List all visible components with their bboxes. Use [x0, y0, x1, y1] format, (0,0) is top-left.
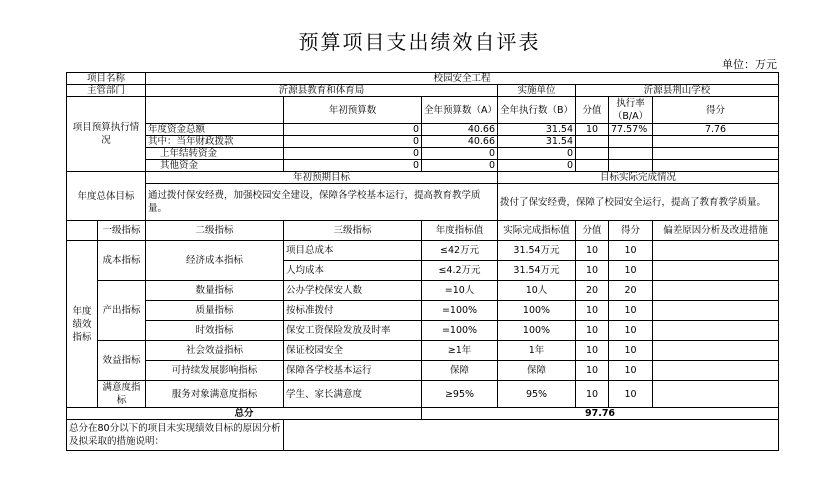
indicator-actual: 31.54万元 — [498, 241, 576, 261]
indicator-row — [67, 281, 779, 301]
indicator-level3: 人均成本 — [284, 261, 422, 281]
indicator-actual: 95% — [498, 381, 576, 408]
budget-row-score-value — [576, 160, 609, 172]
self-evaluation-table — [66, 72, 779, 451]
indicator-actual: 保障 — [498, 361, 576, 381]
goals-actual-text: 拨付了保安经费，保障了校园安全运行，提高了教育教学质量。 — [498, 184, 779, 221]
indicator-score: 10 — [609, 341, 653, 361]
budget-header-row — [67, 97, 779, 124]
budget-header-blank — [146, 97, 284, 124]
footer-row — [67, 420, 779, 451]
indicator-score: 10 — [609, 381, 653, 408]
unit-label: 单位：万元 — [722, 58, 777, 71]
budget-row-init: 0 — [284, 160, 422, 172]
indicator-target: ≥95% — [422, 381, 498, 408]
indicator-deviation — [653, 381, 779, 408]
indicator-actual: 1年 — [498, 341, 576, 361]
indicator-header-row — [67, 221, 779, 241]
goals-content-row — [67, 184, 779, 221]
indicator-score: 10 — [609, 301, 653, 321]
budget-row-label: 其他资金 — [146, 160, 284, 172]
indicator-row — [67, 341, 779, 361]
indicator-target: =100% — [422, 321, 498, 341]
budget-row-annual: 0 — [422, 148, 498, 160]
indicator-actual: 100% — [498, 321, 576, 341]
indicator-level3: 按标准拨付 — [284, 301, 422, 321]
indicator-score: 10 — [609, 241, 653, 261]
budget-row-label: 上年结转资金 — [146, 148, 284, 160]
indicator-level3: 项目总成本 — [284, 241, 422, 261]
budget-row-label: 其中：当年财政拨款 — [146, 136, 284, 148]
indicator-value: 10 — [576, 341, 609, 361]
group-output: 产出指标 — [98, 281, 146, 341]
indicator-deviation — [653, 361, 779, 381]
budget-section-label: 项目预算执行情况 — [67, 97, 146, 172]
header-level1: 一级指标 — [98, 221, 146, 241]
indicator-value: 10 — [576, 361, 609, 381]
budget-row-rate — [609, 148, 653, 160]
dept-value: 沂源县教育和体育局 — [146, 85, 498, 97]
header-deviation: 偏差原因分析及改进措施 — [653, 221, 779, 241]
budget-row-score — [653, 148, 779, 160]
header-score: 得分 — [653, 97, 779, 124]
project-name-value: 校园安全工程 — [146, 73, 779, 85]
budget-row-score — [653, 136, 779, 148]
goals-actual-label: 目标实际完成情况 — [498, 172, 779, 184]
header-level2: 二级指标 — [146, 221, 284, 241]
indicator-actual: 31.54万元 — [498, 261, 576, 281]
budget-row — [67, 124, 779, 136]
budget-row-exec: 0 — [498, 148, 576, 160]
project-row — [67, 73, 779, 85]
indicator-value: 10 — [576, 241, 609, 261]
indicator-level2: 质量指标 — [146, 301, 284, 321]
indicator-target: ≤42万元 — [422, 241, 498, 261]
dept-row — [67, 85, 779, 97]
indicator-score: 10 — [609, 321, 653, 341]
indicator-deviation — [653, 281, 779, 301]
indicator-level2: 数量指标 — [146, 281, 284, 301]
header-annual-budget: 全年预算数（A） — [422, 97, 498, 124]
budget-row — [67, 148, 779, 160]
total-label: 总分 — [67, 408, 422, 420]
budget-row-init: 0 — [284, 136, 422, 148]
impl-unit-value: 沂源县荆山学校 — [576, 85, 779, 97]
budget-row-exec: 31.54 — [498, 124, 576, 136]
budget-row-annual: 40.66 — [422, 124, 498, 136]
footer-content — [284, 420, 779, 451]
indicator-score: 10 — [609, 361, 653, 381]
indicator-row — [67, 381, 779, 408]
budget-row-score-value — [576, 148, 609, 160]
goals-section-label: 年度总体目标 — [67, 172, 146, 221]
indicator-target: ≤4.2万元 — [422, 261, 498, 281]
indicator-level2: 时效指标 — [146, 321, 284, 341]
indicator-value: 10 — [576, 261, 609, 281]
group-satisfaction: 满意度指标 — [98, 381, 146, 408]
page-title: 预算项目支出绩效自评表 — [298, 30, 541, 54]
indicator-target: ≥1年 — [422, 341, 498, 361]
indicator-level2: 社会效益指标 — [146, 341, 284, 361]
header-target: 年度指标值 — [422, 221, 498, 241]
header-level3: 三级指标 — [284, 221, 422, 241]
indicator-deviation — [653, 301, 779, 321]
budget-row-rate: 77.57% — [609, 124, 653, 136]
indicator-level3: 公办学校保安人数 — [284, 281, 422, 301]
impl-unit-label: 实施单位 — [498, 85, 576, 97]
budget-row — [67, 160, 779, 172]
indicator-level3: 保安工资保险发放及时率 — [284, 321, 422, 341]
indicator-deviation — [653, 321, 779, 341]
budget-row-score — [653, 160, 779, 172]
indicator-level3: 学生、家长满意度 — [284, 381, 422, 408]
indicator-score: 10 — [609, 261, 653, 281]
indicator-level2: 经济成本指标 — [146, 241, 284, 281]
indicator-target: =10人 — [422, 281, 498, 301]
group-cost: 成本指标 — [98, 241, 146, 281]
dept-label: 主管部门 — [67, 85, 146, 97]
total-value: 97.76 — [422, 408, 779, 420]
indicator-level2: 服务对象满意度指标 — [146, 381, 284, 408]
project-name-label: 项目名称 — [67, 73, 146, 85]
indicator-level3: 保证校园安全 — [284, 341, 422, 361]
budget-row-annual: 40.66 — [422, 136, 498, 148]
indicator-value: 10 — [576, 381, 609, 408]
indicator-level2: 可持续发展影响指标 — [146, 361, 284, 381]
budget-row-rate — [609, 160, 653, 172]
indicator-row — [67, 361, 779, 381]
indicator-value: 10 — [576, 321, 609, 341]
budget-row-exec: 31.54 — [498, 136, 576, 148]
goals-expected-label: 年初预期目标 — [146, 172, 498, 184]
budget-row-exec: 0 — [498, 160, 576, 172]
indicator-row — [67, 241, 779, 261]
indicator-score: 20 — [609, 281, 653, 301]
header-exec-rate: 执行率（B/A） — [609, 97, 653, 124]
indicator-section-label: 年度绩效指标 — [67, 241, 98, 408]
budget-row-init: 0 — [284, 148, 422, 160]
footer-label: 总分在80分以下的项目未实现绩效目标的原因分析及拟采取的措施说明： — [67, 420, 284, 451]
header-annual-exec: 全年执行数（B） — [498, 97, 576, 124]
indicator-level3: 保障各学校基本运行 — [284, 361, 422, 381]
indicator-value: 20 — [576, 281, 609, 301]
budget-row-label: 年度资金总额 — [146, 124, 284, 136]
budget-row-score-value: 10 — [576, 124, 609, 136]
indicator-row — [67, 301, 779, 321]
indicator-row — [67, 321, 779, 341]
header-score-value: 分值 — [576, 97, 609, 124]
header-actual: 实际完成指标值 — [498, 221, 576, 241]
indicator-actual: 10人 — [498, 281, 576, 301]
indicator-deviation — [653, 341, 779, 361]
indicator-deviation — [653, 241, 779, 261]
budget-row-score-value — [576, 136, 609, 148]
header-value: 分值 — [576, 221, 609, 241]
header-score: 得分 — [609, 221, 653, 241]
budget-row-annual: 0 — [422, 160, 498, 172]
budget-row — [67, 136, 779, 148]
budget-row-init: 0 — [284, 124, 422, 136]
group-benefit: 效益指标 — [98, 341, 146, 381]
header-initial-budget: 年初预算数 — [284, 97, 422, 124]
indicator-deviation — [653, 261, 779, 281]
goals-expected-text: 通过拨付保安经费，加强校园安全建设，保障各学校基本运行，提高教育教学质量。 — [146, 184, 498, 221]
total-row — [67, 408, 779, 420]
goals-header-row — [67, 172, 779, 184]
budget-row-score: 7.76 — [653, 124, 779, 136]
indicator-target: 保障 — [422, 361, 498, 381]
indicator-header-blank — [67, 221, 98, 241]
indicator-actual: 100% — [498, 301, 576, 321]
indicator-target: =100% — [422, 301, 498, 321]
indicator-value: 10 — [576, 301, 609, 321]
budget-row-rate — [609, 136, 653, 148]
